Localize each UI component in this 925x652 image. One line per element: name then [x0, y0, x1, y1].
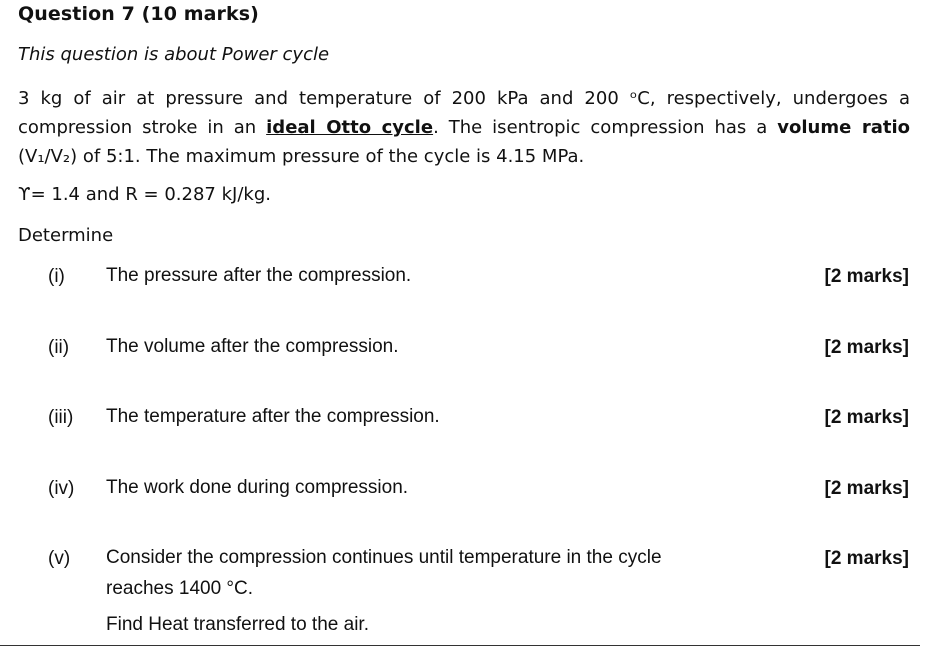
bottom-divider	[0, 645, 920, 646]
intro-text-1: 3 kg of air at pressure and temperature of 200 kPa and 200 ᵒC, respectively, undergoes a compression stroke in an	[18, 88, 910, 138]
item-number: (ii)	[48, 337, 70, 358]
item-marks: [2 marks]	[824, 478, 909, 499]
question-title: Question 7 (10 marks)	[18, 3, 259, 25]
item-text-line2: reaches 1400 °C.	[106, 578, 254, 599]
item-text: The pressure after the compression.	[106, 265, 412, 286]
item-marks: [2 marks]	[824, 337, 909, 358]
item-text-line1: Consider the compression continues until temperature in the cycle	[106, 547, 662, 568]
item-text: The volume after the compression.	[106, 336, 399, 357]
item-number: (v)	[48, 548, 71, 569]
item-number: (i)	[48, 266, 65, 287]
intro-text-2: . The isentropic compression has a	[433, 117, 778, 138]
item-marks: [2 marks]	[824, 407, 909, 428]
question-subtitle: This question is about Power cycle	[18, 44, 330, 65]
determine-label: Determine	[18, 225, 114, 246]
item-marks: [2 marks]	[824, 548, 909, 569]
volume-ratio-term: volume ratio	[777, 117, 911, 138]
intro-text-3: (V₁/V₂) of 5:1. The maximum pressure of the cycle is 4.15 MPa.	[18, 146, 585, 167]
item-number: (iii)	[48, 407, 74, 428]
item-text: The work done during compression.	[106, 477, 409, 498]
item-text-line3: Find Heat transferred to the air.	[106, 614, 369, 635]
item-text: The temperature after the compression.	[106, 406, 440, 427]
otto-cycle-term: ideal Otto cycle	[266, 117, 434, 138]
constants-line: ϒ= 1.4 and R = 0.287 kJ/kg.	[18, 184, 271, 205]
item-marks: [2 marks]	[824, 266, 909, 287]
intro-paragraph	[18, 84, 910, 171]
item-number: (iv)	[48, 478, 75, 499]
